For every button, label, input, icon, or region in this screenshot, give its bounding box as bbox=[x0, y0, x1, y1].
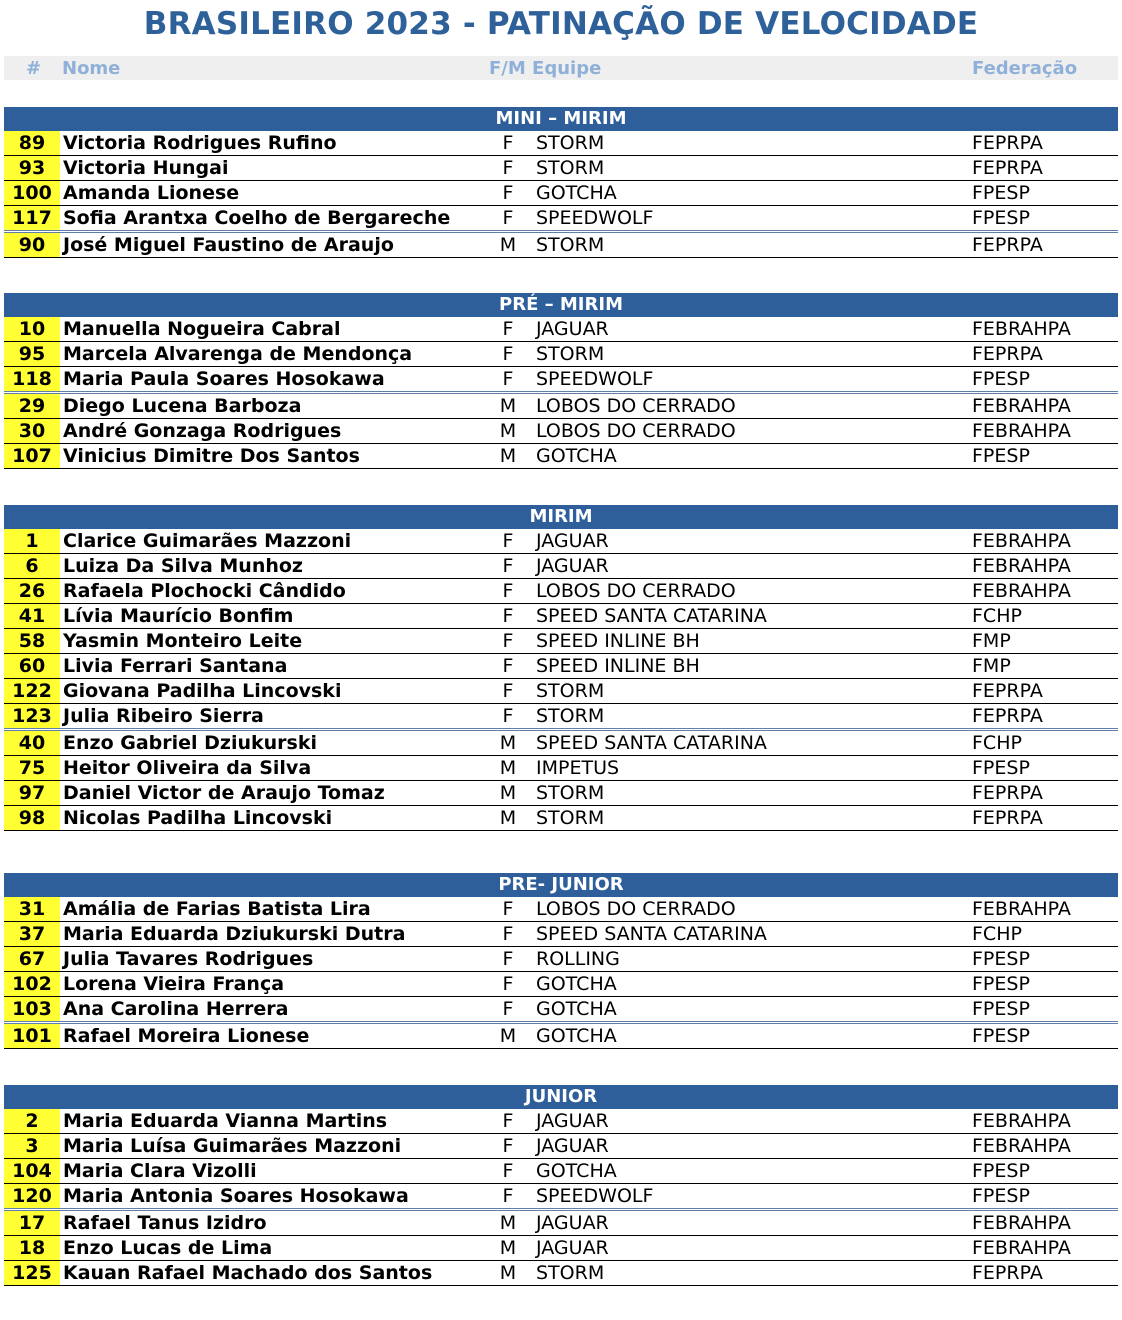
athlete-number: 90 bbox=[4, 233, 60, 257]
athlete-number: 120 bbox=[4, 1184, 60, 1208]
athlete-federation: FEPRPA bbox=[972, 705, 1043, 727]
table-row bbox=[4, 394, 1118, 419]
athlete-federation: FEBRAHPA bbox=[972, 318, 1071, 340]
athlete-name: Maria Eduarda Dziukurski Dutra bbox=[63, 923, 406, 945]
athlete-team: GOTCHA bbox=[536, 445, 617, 467]
col-num: # bbox=[26, 58, 42, 79]
athlete-number: 10 bbox=[4, 317, 60, 341]
athlete-federation: FPESP bbox=[972, 445, 1030, 467]
table-row bbox=[4, 756, 1118, 781]
athlete-name: José Miguel Faustino de Araujo bbox=[63, 234, 394, 256]
athlete-federation: FCHP bbox=[972, 605, 1022, 627]
athlete-federation: FEBRAHPA bbox=[972, 1212, 1071, 1234]
athlete-name: Clarice Guimarães Mazzoni bbox=[63, 530, 352, 552]
category-title: MIRIM bbox=[4, 505, 1118, 529]
athlete-name: Amália de Farias Batista Lira bbox=[63, 898, 371, 920]
athlete-name: Victoria Rodrigues Rufino bbox=[63, 132, 337, 154]
athlete-name: Maria Eduarda Vianna Martins bbox=[63, 1110, 388, 1132]
table-row bbox=[4, 1184, 1118, 1211]
table-row bbox=[4, 1236, 1118, 1261]
athlete-federation: FPESP bbox=[972, 757, 1030, 779]
athlete-sex: F bbox=[502, 998, 514, 1020]
athlete-sex: F bbox=[502, 605, 514, 627]
athlete-team: SPEED SANTA CATARINA bbox=[536, 923, 767, 945]
athlete-number: 41 bbox=[4, 604, 60, 628]
athlete-sex: F bbox=[502, 655, 514, 677]
athlete-sex: F bbox=[502, 973, 514, 995]
athlete-federation: FCHP bbox=[972, 732, 1022, 754]
athlete-sex: M bbox=[499, 807, 517, 829]
athlete-name: Marcela Alvarenga de Mendonça bbox=[63, 343, 413, 365]
column-header bbox=[4, 56, 1118, 80]
athlete-federation: FPESP bbox=[972, 1185, 1030, 1207]
athlete-number: 98 bbox=[4, 806, 60, 830]
athlete-federation: FPESP bbox=[972, 948, 1030, 970]
athlete-name: Victoria Hungai bbox=[63, 157, 229, 179]
table-row bbox=[4, 654, 1118, 679]
athlete-team: JAGUAR bbox=[536, 530, 609, 552]
table-row bbox=[4, 1134, 1118, 1159]
athlete-team: SPEED SANTA CATARINA bbox=[536, 732, 767, 754]
table-row bbox=[4, 781, 1118, 806]
athlete-name: Maria Paula Soares Hosokawa bbox=[63, 368, 385, 390]
athlete-number: 102 bbox=[4, 972, 60, 996]
athlete-number: 40 bbox=[4, 731, 60, 755]
athlete-number: 17 bbox=[4, 1211, 60, 1235]
athlete-name: Luiza Da Silva Munhoz bbox=[63, 555, 303, 577]
athlete-federation: FEBRAHPA bbox=[972, 1135, 1071, 1157]
category-block bbox=[4, 505, 1118, 831]
table-row bbox=[4, 317, 1118, 342]
page-title: BRASILEIRO 2023 - PATINAÇÃO DE VELOCIDADE bbox=[143, 6, 979, 42]
athlete-name: Enzo Lucas de Lima bbox=[63, 1237, 273, 1259]
athlete-name: Rafaela Plochocki Cândido bbox=[63, 580, 346, 602]
athlete-team: JAGUAR bbox=[536, 1237, 609, 1259]
athlete-sex: F bbox=[502, 207, 514, 229]
athlete-number: 122 bbox=[4, 679, 60, 703]
athlete-sex: F bbox=[502, 948, 514, 970]
athlete-number: 3 bbox=[4, 1134, 60, 1158]
athlete-number: 58 bbox=[4, 629, 60, 653]
athlete-team: SPEEDWOLF bbox=[536, 1185, 654, 1207]
athlete-federation: FEBRAHPA bbox=[972, 580, 1071, 602]
col-name: Nome bbox=[62, 58, 121, 79]
athlete-name: Enzo Gabriel Dziukurski bbox=[63, 732, 318, 754]
athlete-federation: FEBRAHPA bbox=[972, 395, 1071, 417]
athlete-team: STORM bbox=[536, 343, 605, 365]
athlete-federation: FEPRPA bbox=[972, 157, 1043, 179]
athlete-number: 30 bbox=[4, 419, 60, 443]
athlete-sex: F bbox=[502, 343, 514, 365]
athlete-number: 101 bbox=[4, 1024, 60, 1048]
athlete-team: SPEEDWOLF bbox=[536, 368, 654, 390]
athlete-federation: FEBRAHPA bbox=[972, 530, 1071, 552]
athlete-team: SPEED INLINE BH bbox=[536, 630, 700, 652]
table-row bbox=[4, 367, 1118, 394]
athlete-name: Julia Tavares Rodrigues bbox=[63, 948, 314, 970]
athlete-team: JAGUAR bbox=[536, 1110, 609, 1132]
col-federation: Federação bbox=[972, 58, 1078, 79]
athlete-team: JAGUAR bbox=[536, 555, 609, 577]
athlete-team: SPEED INLINE BH bbox=[536, 655, 700, 677]
athlete-number: 67 bbox=[4, 947, 60, 971]
category-block bbox=[4, 293, 1118, 469]
athlete-sex: F bbox=[502, 1160, 514, 1182]
athlete-number: 97 bbox=[4, 781, 60, 805]
athlete-sex: M bbox=[499, 1237, 517, 1259]
athlete-sex: M bbox=[499, 732, 517, 754]
athlete-federation: FMP bbox=[972, 655, 1011, 677]
athlete-team: LOBOS DO CERRADO bbox=[536, 395, 736, 417]
athlete-team: GOTCHA bbox=[536, 998, 617, 1020]
table-row bbox=[4, 444, 1118, 469]
athlete-sex: M bbox=[499, 445, 517, 467]
table-row bbox=[4, 806, 1118, 831]
athlete-federation: FEPRPA bbox=[972, 1262, 1043, 1284]
athlete-name: Maria Clara Vizolli bbox=[63, 1160, 257, 1182]
category-block bbox=[4, 107, 1118, 258]
athlete-name: Yasmin Monteiro Leite bbox=[63, 630, 303, 652]
athlete-name: André Gonzaga Rodrigues bbox=[63, 420, 342, 442]
athlete-number: 60 bbox=[4, 654, 60, 678]
athlete-sex: F bbox=[502, 182, 514, 204]
athlete-federation: FEPRPA bbox=[972, 234, 1043, 256]
athlete-sex: F bbox=[502, 898, 514, 920]
athlete-sex: M bbox=[499, 1262, 517, 1284]
table-row bbox=[4, 419, 1118, 444]
table-row bbox=[4, 1109, 1118, 1134]
athlete-federation: FPESP bbox=[972, 207, 1030, 229]
table-row bbox=[4, 604, 1118, 629]
athlete-name: Giovana Padilha Lincovski bbox=[63, 680, 342, 702]
athlete-number: 107 bbox=[4, 444, 60, 468]
athlete-sex: M bbox=[499, 757, 517, 779]
athlete-name: Livia Ferrari Santana bbox=[63, 655, 288, 677]
athlete-name: Rafael Tanus Izidro bbox=[63, 1212, 267, 1234]
athlete-name: Nicolas Padilha Lincovski bbox=[63, 807, 333, 829]
athlete-name: Maria Luísa Guimarães Mazzoni bbox=[63, 1135, 402, 1157]
athlete-team: GOTCHA bbox=[536, 1160, 617, 1182]
athlete-name: Julia Ribeiro Sierra bbox=[63, 705, 264, 727]
athlete-federation: FPESP bbox=[972, 1160, 1030, 1182]
athlete-team: STORM bbox=[536, 705, 605, 727]
athlete-number: 117 bbox=[4, 206, 60, 230]
athlete-team: STORM bbox=[536, 680, 605, 702]
athlete-sex: M bbox=[499, 420, 517, 442]
category-title: JUNIOR bbox=[4, 1085, 1118, 1109]
table-row bbox=[4, 731, 1118, 756]
table-row bbox=[4, 997, 1118, 1024]
table-row bbox=[4, 897, 1118, 922]
athlete-federation: FEBRAHPA bbox=[972, 1110, 1071, 1132]
athlete-team: LOBOS DO CERRADO bbox=[536, 420, 736, 442]
athlete-team: STORM bbox=[536, 157, 605, 179]
athlete-name: Lívia Maurício Bonfim bbox=[63, 605, 294, 627]
athlete-federation: FCHP bbox=[972, 923, 1022, 945]
athlete-name: Rafael Moreira Lionese bbox=[63, 1025, 310, 1047]
athlete-team: LOBOS DO CERRADO bbox=[536, 898, 736, 920]
table-row bbox=[4, 1261, 1118, 1286]
category-title: PRE- JUNIOR bbox=[4, 873, 1118, 897]
athlete-sex: F bbox=[502, 580, 514, 602]
athlete-team: GOTCHA bbox=[536, 973, 617, 995]
athlete-team: SPEEDWOLF bbox=[536, 207, 654, 229]
athlete-sex: F bbox=[502, 680, 514, 702]
table-row bbox=[4, 1024, 1118, 1049]
athlete-number: 95 bbox=[4, 342, 60, 366]
athlete-name: Amanda Lionese bbox=[63, 182, 240, 204]
athlete-number: 6 bbox=[4, 554, 60, 578]
athlete-number: 103 bbox=[4, 997, 60, 1021]
table-row bbox=[4, 922, 1118, 947]
athlete-team: STORM bbox=[536, 132, 605, 154]
athlete-name: Daniel Victor de Araujo Tomaz bbox=[63, 782, 385, 804]
athlete-federation: FPESP bbox=[972, 973, 1030, 995]
table-row bbox=[4, 629, 1118, 654]
category-block bbox=[4, 1085, 1118, 1286]
athlete-team: GOTCHA bbox=[536, 182, 617, 204]
athlete-number: 89 bbox=[4, 131, 60, 155]
col-sex-team: F/M Equipe bbox=[489, 58, 602, 79]
athlete-number: 125 bbox=[4, 1261, 60, 1285]
table-row bbox=[4, 947, 1118, 972]
athlete-federation: FEPRPA bbox=[972, 807, 1043, 829]
athlete-federation: FPESP bbox=[972, 182, 1030, 204]
category-block bbox=[4, 873, 1118, 1049]
table-row bbox=[4, 554, 1118, 579]
athlete-federation: FPESP bbox=[972, 368, 1030, 390]
athlete-team: JAGUAR bbox=[536, 318, 609, 340]
athlete-number: 31 bbox=[4, 897, 60, 921]
athlete-name: Ana Carolina Herrera bbox=[63, 998, 289, 1020]
athlete-name: Lorena Vieira França bbox=[63, 973, 285, 995]
athlete-team: IMPETUS bbox=[536, 757, 620, 779]
athlete-federation: FMP bbox=[972, 630, 1011, 652]
table-row bbox=[4, 342, 1118, 367]
athlete-federation: FEBRAHPA bbox=[972, 1237, 1071, 1259]
table-row bbox=[4, 679, 1118, 704]
athlete-name: Maria Antonia Soares Hosokawa bbox=[63, 1185, 409, 1207]
table-row bbox=[4, 233, 1118, 258]
athlete-team: ROLLING bbox=[536, 948, 620, 970]
athlete-sex: F bbox=[502, 368, 514, 390]
athlete-sex: F bbox=[502, 157, 514, 179]
athlete-federation: FEPRPA bbox=[972, 132, 1043, 154]
table-row bbox=[4, 704, 1118, 731]
athlete-name: Manuella Nogueira Cabral bbox=[63, 318, 341, 340]
athlete-number: 26 bbox=[4, 579, 60, 603]
table-row bbox=[4, 529, 1118, 554]
athlete-sex: F bbox=[502, 132, 514, 154]
athlete-sex: M bbox=[499, 395, 517, 417]
athlete-number: 37 bbox=[4, 922, 60, 946]
athlete-sex: F bbox=[502, 318, 514, 340]
athlete-name: Vinicius Dimitre Dos Santos bbox=[63, 445, 360, 467]
athlete-sex: F bbox=[502, 1185, 514, 1207]
athlete-sex: F bbox=[502, 630, 514, 652]
athlete-team: STORM bbox=[536, 234, 605, 256]
athlete-sex: F bbox=[502, 705, 514, 727]
athlete-team: GOTCHA bbox=[536, 1025, 617, 1047]
athlete-team: STORM bbox=[536, 1262, 605, 1284]
athlete-number: 104 bbox=[4, 1159, 60, 1183]
athlete-team: STORM bbox=[536, 782, 605, 804]
athlete-federation: FEBRAHPA bbox=[972, 420, 1071, 442]
table-row bbox=[4, 972, 1118, 997]
athlete-number: 29 bbox=[4, 394, 60, 418]
table-row bbox=[4, 131, 1118, 156]
athlete-sex: F bbox=[502, 923, 514, 945]
athlete-name: Sofia Arantxa Coelho de Bergareche bbox=[63, 207, 451, 229]
athlete-team: SPEED SANTA CATARINA bbox=[536, 605, 767, 627]
athlete-number: 123 bbox=[4, 704, 60, 728]
athlete-team: STORM bbox=[536, 807, 605, 829]
athlete-sex: F bbox=[502, 530, 514, 552]
athlete-federation: FEPRPA bbox=[972, 680, 1043, 702]
athlete-federation: FPESP bbox=[972, 1025, 1030, 1047]
athlete-number: 118 bbox=[4, 367, 60, 391]
athlete-name: Heitor Oliveira da Silva bbox=[63, 757, 312, 779]
athlete-number: 93 bbox=[4, 156, 60, 180]
athlete-sex: M bbox=[499, 234, 517, 256]
category-title: PRÉ – MIRIM bbox=[4, 293, 1118, 317]
athlete-number: 100 bbox=[4, 181, 60, 205]
athlete-federation: FPESP bbox=[972, 998, 1030, 1020]
athlete-federation: FEBRAHPA bbox=[972, 555, 1071, 577]
athlete-sex: M bbox=[499, 1212, 517, 1234]
athlete-federation: FEPRPA bbox=[972, 782, 1043, 804]
table-row bbox=[4, 1159, 1118, 1184]
category-title: MINI – MIRIM bbox=[4, 107, 1118, 131]
athlete-number: 75 bbox=[4, 756, 60, 780]
table-row bbox=[4, 1211, 1118, 1236]
athlete-team: JAGUAR bbox=[536, 1135, 609, 1157]
athlete-team: JAGUAR bbox=[536, 1212, 609, 1234]
athlete-federation: FEBRAHPA bbox=[972, 898, 1071, 920]
athlete-sex: F bbox=[502, 555, 514, 577]
athlete-sex: M bbox=[499, 1025, 517, 1047]
athlete-number: 2 bbox=[4, 1109, 60, 1133]
table-row bbox=[4, 206, 1118, 233]
athlete-federation: FEPRPA bbox=[972, 343, 1043, 365]
athlete-sex: F bbox=[502, 1110, 514, 1132]
athlete-sex: F bbox=[502, 1135, 514, 1157]
athlete-number: 1 bbox=[4, 529, 60, 553]
athlete-number: 18 bbox=[4, 1236, 60, 1260]
table-row bbox=[4, 579, 1118, 604]
table-row bbox=[4, 156, 1118, 181]
athlete-sex: M bbox=[499, 782, 517, 804]
athlete-name: Kauan Rafael Machado dos Santos bbox=[63, 1262, 433, 1284]
athlete-team: LOBOS DO CERRADO bbox=[536, 580, 736, 602]
athlete-name: Diego Lucena Barboza bbox=[63, 395, 302, 417]
table-row bbox=[4, 181, 1118, 206]
